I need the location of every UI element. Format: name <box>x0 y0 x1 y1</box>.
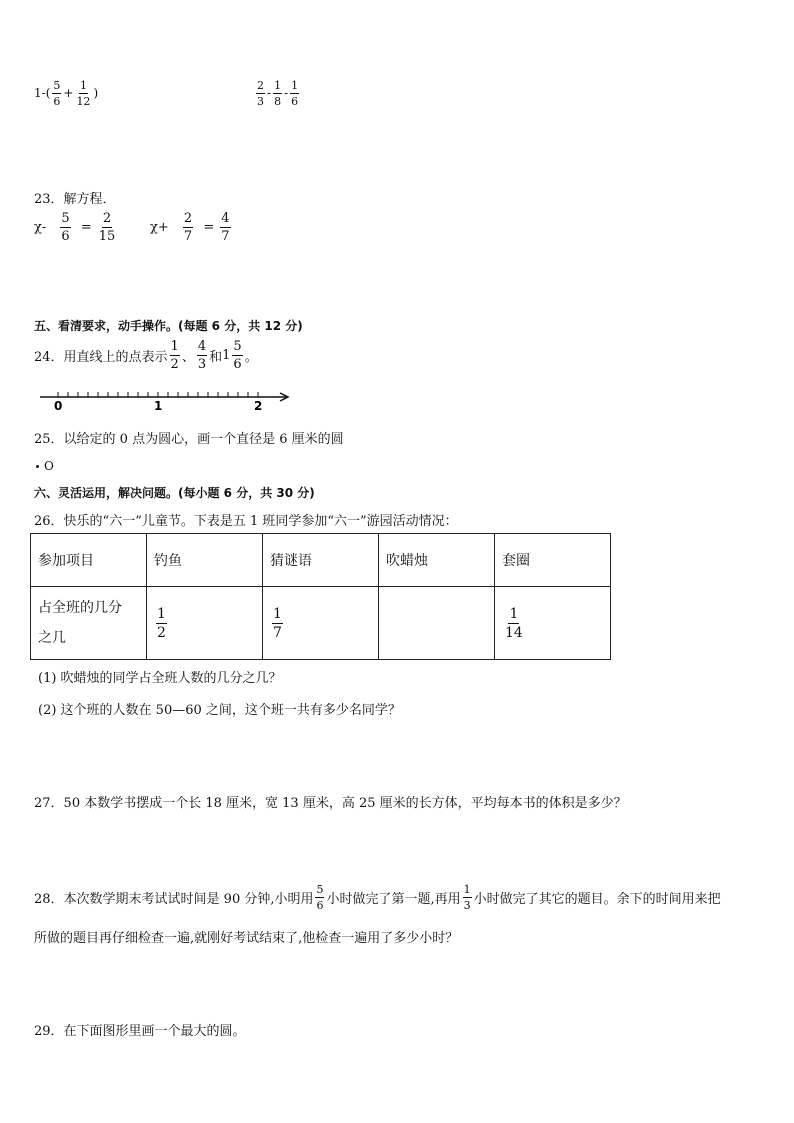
table-cell-fishing: $\frac{1}{2}$ <box>147 587 263 660</box>
fraction-1-12: $\frac{1}{12}$ <box>76 79 91 108</box>
fraction-4-3: $\frac{4}{3}$ <box>197 339 207 372</box>
question-27: 27．50 本数学书摆成一个长 18 厘米，宽 13 厘米，高 25 厘米的长方体，平均每本书的体积是多少？ <box>34 796 627 811</box>
question-26-sub1: (1) 吹蜡烛的同学占全班人数的几分之几？ <box>38 671 282 686</box>
table-cell-riddles: $\frac{1}{7}$ <box>263 587 379 660</box>
fraction-1-8: $\frac{1}{8}$ <box>274 79 282 108</box>
table-header-row <box>31 534 611 587</box>
table-header-cell: 套圈 <box>495 534 611 587</box>
section-5-title: 五、看清要求，动手操作。(每题 6 分，共 12 分) <box>34 319 303 333</box>
activity-table <box>30 533 611 660</box>
fraction-5-6: $\frac{5}{6}$ <box>53 79 61 108</box>
fraction-1-2: $\frac{1}{2}$ <box>170 339 179 372</box>
axis-label-1: 1 <box>154 399 163 412</box>
point-label: O <box>44 459 54 473</box>
expression-2: $\frac{2}{3}$ - $\frac{1}{8}$ - $\frac{1}{6}$ <box>257 79 299 108</box>
axis-label-2: 2 <box>254 399 263 412</box>
question-26: 26．快乐的“六一”儿童节。下表是五 1 班同学参加“六一”游园活动情况： <box>34 514 458 529</box>
equation-2: χ+ $\frac{2}{7}$ = $\frac{4}{7}$ <box>150 211 230 244</box>
question-28-line2: 所做的题目再仔细检查一遍,就刚好考试结束了,他检查一遍用了多少小时？ <box>34 931 459 946</box>
axis-label-0: 0 <box>54 399 63 412</box>
fraction-5-6: $\frac{5}{6}$ <box>61 211 70 244</box>
table-header-cell: 吹蜡烛 <box>379 534 495 587</box>
fraction-1-3: $\frac{1}{3}$ <box>463 883 471 912</box>
expression-1: 1-( $\frac{5}{6}$ + $\frac{1}{12}$ ) <box>34 79 99 108</box>
table-header-cell: 钓鱼 <box>147 534 263 587</box>
expr1-lead: 1-( <box>34 86 51 100</box>
question-29: 29．在下面图形里画一个最大的圆。 <box>34 1024 246 1039</box>
table-header-cell: 猜谜语 <box>263 534 379 587</box>
table-header-cell: 参加项目 <box>31 534 147 587</box>
fraction-4-7: $\frac{4}{7}$ <box>221 211 230 244</box>
question-25: 25．以给定的 0 点为圆心，画一个直径是 6 厘米的圆 <box>34 432 344 447</box>
equation-1: χ- $\frac{5}{6}$ = $\frac{2}{15}$ <box>34 211 116 244</box>
fraction-2-7: $\frac{2}{7}$ <box>183 211 193 244</box>
table-cell-candles <box>379 587 495 660</box>
table-cell-ring-toss: $\frac{1}{14}$ <box>495 587 611 660</box>
fraction-2-3: $\frac{2}{3}$ <box>257 79 264 108</box>
point-dot <box>36 465 39 468</box>
mixed-number-1-5-6: 1 $\frac{5}{6}$ <box>222 339 242 372</box>
row-label: 占全班的几分 之几 <box>31 587 147 660</box>
fraction-1-6: $\frac{1}{6}$ <box>291 79 299 108</box>
table-row <box>31 587 611 660</box>
section-6-title: 六、灵活运用，解决问题。(每小题 6 分，共 30 分) <box>34 486 315 500</box>
number-line <box>36 384 296 412</box>
question-23-title: 23．解方程． <box>34 192 116 207</box>
fraction-5-6: $\frac{5}{6}$ <box>316 883 324 912</box>
question-26-sub2: (2) 这个班的人数在 50—60 之间，这个班一共有多少名同学？ <box>38 703 401 718</box>
question-24: 24．用直线上的点表示 $\frac{1}{2}$ 、 $\frac{4}{3}$ 和 1 $\frac{5}{6}$ 。 <box>34 339 258 372</box>
center-point <box>36 459 54 473</box>
fraction-2-15: $\frac{2}{15}$ <box>98 211 116 244</box>
number-line-ticks <box>58 392 258 397</box>
question-28-line1: 28．本次数学期末考试试时间是 90 分钟,小明用 $\frac{5}{6}$ 小时做完了第一题,再用 $\frac{1}{3}$ 小时做完了其它的题目。余下的时间用来把 <box>34 883 721 912</box>
